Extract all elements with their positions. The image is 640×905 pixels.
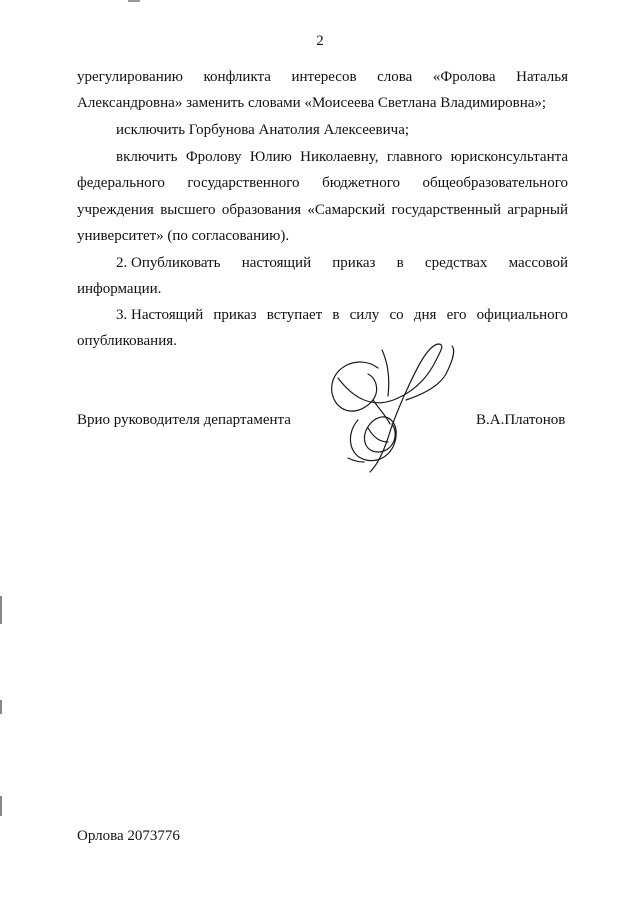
word: слова — [377, 69, 413, 85]
handwritten-signature — [318, 338, 478, 478]
word: средствах — [424, 255, 488, 271]
word: настоящий — [241, 255, 312, 271]
word: со — [389, 307, 404, 323]
page-number: 2 — [316, 33, 324, 49]
word: в — [396, 255, 404, 271]
word: в — [332, 307, 340, 323]
word: приказ — [332, 255, 376, 271]
paragraph-3-line-1: включить Фролову Юлию Николаевну, главного юрисконсультанта — [116, 149, 568, 165]
word: 2. Опубликовать — [116, 255, 221, 271]
item-3-line-1 — [116, 306, 568, 324]
paragraph-3-line-3: учреждения высшего образования «Самарский государственный аграрный — [77, 202, 568, 218]
word: его — [446, 307, 467, 323]
executor-note: Орлова 2073776 — [77, 828, 180, 844]
signatory-name: В.А.Платонов — [476, 412, 566, 428]
margin-mark — [0, 700, 2, 714]
signatory-title: Врио руководителя департамента — [77, 412, 291, 428]
word: конфликта — [203, 69, 271, 85]
word: официального — [476, 307, 568, 323]
word: интересов — [291, 69, 357, 85]
word: 3. Настоящий — [116, 307, 204, 323]
paragraph-2: исключить Горбунова Анатолия Алексеевича; — [116, 122, 410, 138]
word: общеобразовательного — [422, 175, 568, 191]
word: приказ — [213, 307, 257, 323]
word: массовой — [508, 255, 568, 271]
item-2-line-1 — [116, 254, 568, 272]
item-2-line-2: информации. — [77, 281, 162, 297]
paragraph-1-line-2: Александровна» заменить словами «Моисеева Светлана Владимировна»; — [77, 95, 547, 111]
item-3-line-2: опубликования. — [77, 333, 177, 349]
paragraph-3-line-4: университет» (по согласованию). — [77, 228, 290, 244]
word: бюджетного — [322, 175, 400, 191]
paragraph-1-line-1 — [77, 68, 568, 86]
word: урегулированию — [77, 69, 183, 85]
word: силу — [349, 307, 380, 323]
margin-mark — [0, 796, 2, 816]
word: дня — [413, 307, 437, 323]
top-scan-mark — [128, 0, 140, 2]
word: государственного — [187, 175, 300, 191]
word: Наталья — [516, 69, 568, 85]
word: вступает — [266, 307, 323, 323]
word: федерального — [77, 175, 165, 191]
word: «Фролова — [432, 69, 496, 85]
paragraph-3-line-2 — [77, 174, 568, 192]
margin-mark — [0, 596, 2, 624]
